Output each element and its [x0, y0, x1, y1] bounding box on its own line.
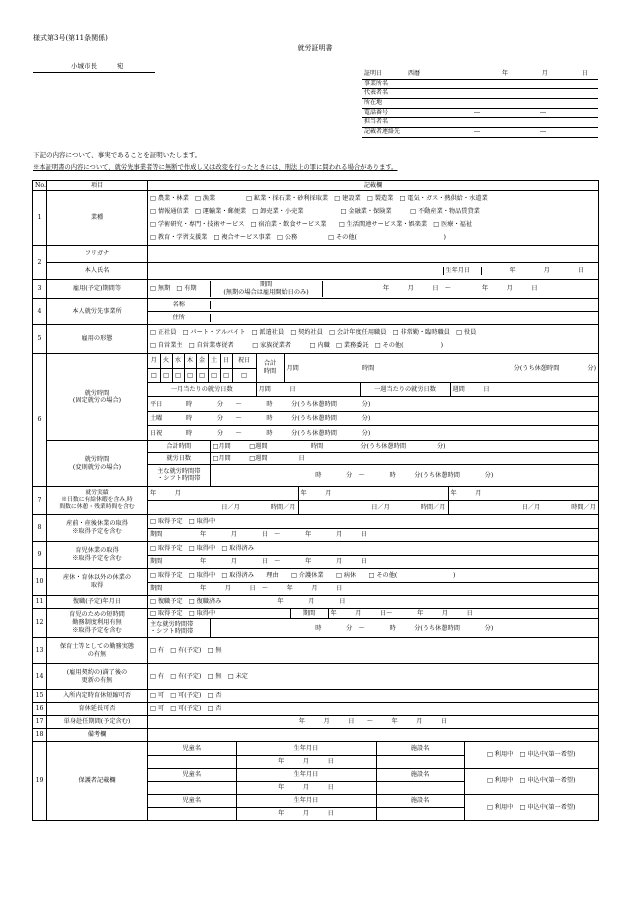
text: ―: [474, 108, 480, 116]
employment-period-range[interactable]: 年 月 日 ～ 年 月 日: [382, 285, 538, 293]
weekday-sun: 日: [220, 354, 232, 368]
certification-statement: 下記の内容について、事実であることを証明いたします。: [33, 151, 202, 159]
row-no: 11: [33, 596, 47, 609]
text: □ 農業・林業 □ 漁業 □ 鉱業・採石業・砂利採取業 □ 建設業 □ 製造業 □ 電気・ガス・熱供給・水道業: [150, 195, 488, 202]
row-no: 1: [33, 191, 47, 246]
record-month-2[interactable]: 年 月: [298, 487, 448, 501]
issuer-address-field[interactable]: [406, 99, 598, 109]
text: ※本証明書の内容について、就労先事業者等に無断で作成し又は改変を行ったときには、刑法上の罪に問われる場合があります。: [33, 164, 398, 171]
weekday-mon: 月: [148, 354, 160, 368]
return-date-label: 復職(予定)年月日: [47, 596, 148, 609]
facility-label: 施設名: [376, 794, 464, 807]
record-values-1[interactable]: 日／月 時間／月: [148, 501, 298, 515]
leave-shortening-label: 入所内定時育休短縮可否: [47, 690, 148, 703]
short-hours-period-label: 期間: [290, 609, 328, 619]
variable-shift-label: 主な就労時間帯 ・シフト時間帯: [148, 464, 210, 486]
issuer-contact-field[interactable]: [406, 128, 598, 138]
childcare-period-range[interactable]: 年 月 日 ～ 年 月 日: [200, 558, 368, 566]
hours-label: [360, 354, 450, 383]
weekday-check[interactable]: □: [172, 368, 184, 382]
row-no: 2: [33, 246, 47, 280]
dob-label: 生年月日: [443, 267, 481, 274]
text: 時間: [362, 364, 375, 372]
addressee-mayor: 小城市長: [71, 62, 97, 70]
issuer-contact-label: 記載者連絡先: [362, 128, 406, 138]
dob-field[interactable]: [481, 267, 598, 274]
employment-period-label: 雇用(予定)期間等: [47, 280, 148, 299]
issuer-contact-person-field[interactable]: [406, 118, 598, 128]
date-year: 年: [501, 69, 508, 77]
text: ―: [540, 108, 546, 116]
workplace-address-field[interactable]: [210, 314, 598, 321]
addressee: [33, 63, 155, 73]
variable-total-label: 合計時間: [148, 441, 210, 452]
weekday-check[interactable]: □: [232, 368, 256, 382]
total-hours-label: 合計 時間: [256, 354, 284, 383]
child-name-label: 児童名: [148, 768, 236, 781]
monthly-label: [284, 354, 360, 383]
child-name-field[interactable]: [148, 781, 236, 794]
child-dob-label: 生年月日: [236, 768, 376, 781]
monthly-days-field[interactable]: 月間 日: [256, 383, 360, 397]
addressee-honorific: 宛: [117, 62, 124, 70]
solo-assignment-range[interactable]: 年 月 日 ～ 年 月 日: [148, 716, 599, 729]
furigana-label: フリガナ: [47, 246, 148, 263]
text: □ 学術研究・専門・技術サービス □ 宿泊業・飲食サービス業 □ 生活関連サービス業・娯楽業 □ 医療・福祉: [150, 221, 473, 228]
person-name-label: 本人氏名: [47, 263, 148, 280]
row-no: 5: [33, 325, 47, 354]
workplace-address-label: 住所: [148, 314, 210, 321]
work-record-label: 就労実績 ※日数に有給休暇を含み,時 間数に休憩・残業時間を含む: [47, 487, 148, 515]
row-no: 6: [33, 354, 47, 487]
maternity-choice[interactable]: □ 取得予定 □ 取得中: [148, 515, 598, 528]
variable-total-field[interactable]: □月間 □週間 時間 分(うち休憩時間 分): [210, 441, 598, 452]
employment-form-label: 雇用の形態: [47, 325, 148, 354]
text: 日: [577, 267, 584, 275]
solo-assignment-label: 単身赴任期間(予定含む): [47, 716, 148, 729]
weekday-check[interactable]: □: [160, 368, 172, 382]
text: 月間: [286, 364, 299, 372]
col-content: 記載欄: [148, 181, 599, 191]
record-month-1[interactable]: 年 月: [148, 487, 298, 501]
child-dob-field[interactable]: 年 月 日: [236, 807, 376, 820]
facility-label: 施設名: [376, 742, 464, 755]
weekday-wed: 水: [172, 354, 184, 368]
weekday-holiday: 祝日: [232, 354, 256, 368]
facility-label: 施設名: [376, 768, 464, 781]
total-hours-field[interactable]: [450, 354, 598, 383]
remarks-field[interactable]: [148, 729, 599, 742]
weekly-days-field[interactable]: 週間 日: [450, 383, 598, 397]
date-day: 日: [581, 69, 588, 77]
text: □ 正社員 □ パート・アルバイト □ 派遣社員 □ 契約社員 □ 会計年度任用職員 □ 非常勤・臨時職員 □ 役員: [150, 329, 477, 336]
facility-status[interactable]: □ 利用中 □ 申込中(第一希望): [464, 768, 598, 794]
legal-note: [33, 164, 397, 171]
other-leave-label: 産休・育休以外の休業の 取得: [47, 569, 148, 596]
maternity-leave-label: 産前・産後休業の取得 ※取得予定を含む: [47, 515, 148, 542]
text: □ 教育・学習支援業 □ 複合サービス事業 □ 公務 □ その他( ): [150, 234, 446, 241]
issuer-info: [362, 70, 598, 138]
row-no: 3: [33, 280, 47, 299]
short-hours-choice[interactable]: □ 取得予定 □ 取得中: [148, 609, 290, 619]
weekday-thu: 木: [184, 354, 196, 368]
row-no: 13: [33, 638, 47, 664]
child-name-field[interactable]: [148, 755, 236, 768]
text: 年: [509, 267, 516, 275]
child-dob-label: 生年月日: [236, 742, 376, 755]
fixed-hours-label: 就労時間 (固定就労の場合): [47, 354, 148, 441]
holiday-time-label: 日祝: [148, 426, 184, 440]
issuer-representative-label: 代表者名: [362, 89, 406, 99]
issuer-company-field[interactable]: [406, 79, 598, 89]
weekday-check[interactable]: □: [196, 368, 208, 382]
saturday-time-field[interactable]: 時 分 ～ 時 分(うち休憩時間 分): [184, 411, 598, 425]
weekday-time-label: 平日: [148, 397, 184, 411]
text: □ 自営業主 □ 自営業専従者 □ 家族従業者 □ 内職 □ 業務委託 □ その他( ): [150, 342, 444, 349]
issuer-address-label: 所在地: [362, 99, 406, 109]
weekday-tue: 火: [160, 354, 172, 368]
document-title: 就労証明書: [297, 44, 333, 52]
period-note: (無期の場合は雇用開始日のみ): [223, 289, 309, 296]
remarks-label: 備考欄: [47, 729, 148, 742]
record-month-3[interactable]: 年 月: [448, 487, 598, 501]
col-no: No.: [33, 181, 47, 191]
employment-form-options[interactable]: [148, 325, 599, 354]
industry-options[interactable]: [148, 191, 599, 246]
weekday-sat: 土: [208, 354, 220, 368]
weekly-days-label: 一週当たりの就労日数: [360, 383, 450, 397]
childcare-period-label: 期間: [148, 555, 198, 568]
variable-days-field[interactable]: □月間 □週間 日: [210, 452, 598, 464]
short-hours-period-range[interactable]: 年 月 日～ 年 月 日: [328, 609, 598, 619]
facility-field[interactable]: [376, 807, 464, 820]
row-no: 12: [33, 609, 47, 638]
issuer-company-label: 事業所名: [362, 79, 406, 89]
col-item: 項目: [47, 181, 148, 191]
other-leave-choice[interactable]: □ 取得予定 □ 取得中 □ 取得済み 理由 □ 介護休業 □ 病休 □ その他( ): [148, 569, 598, 582]
child-name-label: 児童名: [148, 742, 236, 755]
child-name-field[interactable]: [148, 807, 236, 820]
leave-shortening-choice[interactable]: □ 可 □ 可(予定) □ 否: [148, 690, 599, 703]
row-no: 17: [33, 716, 47, 729]
certificate-table: [32, 180, 599, 821]
child-dob-field[interactable]: 年 月 日: [236, 755, 376, 768]
text: ―: [474, 128, 480, 136]
workplace-label: 本人就労先事業所: [47, 299, 148, 325]
weekday-fri: 金: [196, 354, 208, 368]
facility-field[interactable]: [376, 781, 464, 794]
issuer-phone-field[interactable]: [406, 108, 598, 118]
short-hours-label: 育児のための短時間 勤務制度利用有無 ※取得予定を含む: [47, 609, 148, 638]
leave-extension-choice[interactable]: □ 可 □ 可(予定) □ 否: [148, 703, 599, 716]
row-no: 15: [33, 690, 47, 703]
row-no: 9: [33, 542, 47, 569]
record-values-3[interactable]: 日／月 時間／月: [448, 501, 598, 515]
text: □ 情報通信業 □ 運輸業・郵便業 □ 卸売業・小売業 □ 金融業・保険業 □ 不動産業・物品賃貸業: [150, 208, 480, 215]
saturday-time-label: 土曜: [148, 411, 184, 425]
weekday-check[interactable]: □: [220, 368, 232, 382]
employment-type-choice[interactable]: □ 無期 □ 有期: [148, 281, 210, 297]
form-id: 様式第3号(第11条関係): [33, 34, 108, 42]
issuer-contact-person-label: 担当者名: [362, 118, 406, 128]
childcare-worker-choice[interactable]: □ 有 □ 有(予定) □ 無: [148, 638, 599, 664]
monthly-days-label: 一月当たりの就労日数: [148, 383, 256, 397]
child-dob-label: 生年月日: [236, 794, 376, 807]
childcare-choice[interactable]: □ 取得予定 □ 取得中 □ 取得済み: [148, 542, 598, 555]
weekday-time-field[interactable]: 時 分 ～ 時 分(うち休憩時間 分): [184, 397, 598, 411]
maternity-period-label: 期間: [148, 528, 198, 541]
person-name-field[interactable]: [148, 267, 443, 274]
other-leave-period-range[interactable]: 年 月 日 ～ 年 月 日: [200, 585, 343, 593]
variable-shift-field[interactable]: 時 分 ～ 時 分(うち休憩時間 分): [210, 464, 598, 486]
variable-hours-label: 就労時間 (変則就労の場合): [47, 441, 148, 487]
issuer-phone-label: 電話番号: [362, 108, 406, 118]
row-no: 8: [33, 515, 47, 542]
workplace-name-field[interactable]: [210, 301, 598, 308]
date-label: 証明日: [362, 70, 406, 79]
row-no: 7: [33, 487, 47, 515]
text: 月: [543, 267, 550, 275]
facility-field[interactable]: [376, 755, 464, 768]
text: 分(うち休憩時間: [513, 364, 560, 372]
variable-days-label: 就労日数: [148, 452, 210, 464]
weekday-check[interactable]: □: [184, 368, 196, 382]
facility-status[interactable]: □ 利用中 □ 申込中(第一希望): [464, 794, 598, 820]
leave-extension-label: 育休延長可否: [47, 703, 148, 716]
text: □ 復職予定 □ 復職済み: [150, 598, 222, 606]
date-value[interactable]: [406, 70, 598, 79]
renewal-choice[interactable]: □ 有 □ 有(予定) □ 無 □ 未定: [148, 664, 599, 690]
text: ―: [540, 128, 546, 136]
childcare-leave-label: 育児休業の取得 ※取得予定を含む: [47, 542, 148, 569]
guardian-section-label: 保護者記載欄: [47, 742, 148, 821]
text: 分): [587, 364, 596, 372]
row-no: 4: [33, 299, 47, 325]
row-no: 16: [33, 703, 47, 716]
row-no: 18: [33, 729, 47, 742]
row-no: 19: [33, 742, 47, 821]
workplace-name-label: 名称: [148, 301, 210, 308]
return-date-field[interactable]: [148, 596, 599, 609]
industry-label: 業種: [47, 191, 148, 246]
record-values-2[interactable]: 日／月 時間／月: [298, 501, 448, 515]
text: 年 月 日: [277, 598, 346, 606]
issuer-representative-field[interactable]: [406, 89, 598, 99]
weekday-check[interactable]: □: [208, 368, 220, 382]
short-hours-shift-label: 主な就労時間帯 ・シフト時間帯: [148, 619, 210, 637]
furigana-field[interactable]: [148, 246, 599, 263]
maternity-period-range[interactable]: 年 月 日 ～ 年 月 日: [200, 531, 368, 539]
row-no: 14: [33, 664, 47, 690]
weekday-check[interactable]: □: [148, 368, 160, 382]
child-name-label: 児童名: [148, 794, 236, 807]
renewal-label: (雇用契約の)満了後の 更新の有無: [47, 664, 148, 690]
child-dob-field[interactable]: 年 月 日: [236, 781, 376, 794]
short-hours-shift-field[interactable]: 時 分 ～ 時 分(うち休憩時間 分): [210, 619, 598, 637]
date-month: 月: [541, 69, 548, 77]
childcare-worker-label: 保育士等としての勤務実態 の有無: [47, 638, 148, 664]
period-label: 期間: [259, 281, 273, 288]
era: 西暦: [408, 69, 421, 77]
other-leave-period-label: 期間: [148, 582, 198, 595]
holiday-time-field[interactable]: 時 分 ～ 時 分(うち休憩時間 分): [184, 426, 598, 440]
facility-status[interactable]: □ 利用中 □ 申込中(第一希望): [464, 742, 598, 768]
row-no: 10: [33, 569, 47, 596]
